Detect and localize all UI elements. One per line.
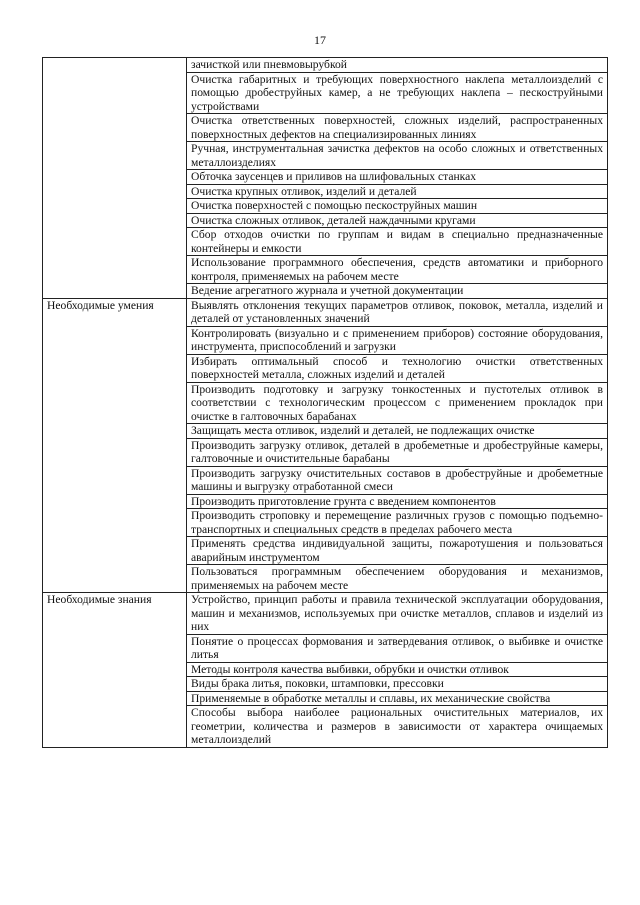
requirement-item: Очистка крупных отливок, изделий и деталей — [187, 184, 608, 199]
requirement-item: Способы выбора наиболее рациональных очистительных материалов, их геометрии, количества и размеров в зависимости от характера очищаемых металлоизделий — [187, 706, 608, 748]
requirement-item: Очистка габаритных и требующих поверхностного наклепа металлоизделий с помощью дробеструйных камер, а не требующих наклепа – пескоструйными устройствами — [187, 72, 608, 114]
page-number: 17 — [314, 33, 326, 47]
section-heading — [43, 58, 187, 299]
requirement-item: Применять средства индивидуальной защиты, пожаротушения и пользоваться аварийным инструментом — [187, 537, 608, 565]
requirements-table — [42, 57, 608, 748]
requirement-item: Производить загрузку отливок, деталей в дробеметные и дробеструйные камеры, галтовочные и очистительные барабаны — [187, 438, 608, 466]
requirement-item: Очистка сложных отливок, деталей наждачными кругами — [187, 213, 608, 228]
table-row — [43, 298, 608, 326]
section-heading: Необходимые знания — [43, 593, 187, 748]
requirement-item: Очистка ответственных поверхностей, сложных изделий, распространенных поверхностных дефектов на специализированных линиях — [187, 114, 608, 142]
requirement-item: Производить подготовку и загрузку тонкостенных и пустотелых отливок в соответствии с технологическим процессом с применением прокладок при очистке в галтовочных барабанах — [187, 382, 608, 424]
requirement-item: Производить строповку и перемещение различных грузов с помощью подъемно-транспортных и специальных средств в пределах рабочего места — [187, 509, 608, 537]
requirement-item: Применяемые в обработке металлы и сплавы, их механические свойства — [187, 691, 608, 706]
requirement-item: Контролировать (визуально и с применением приборов) состояние оборудования, инструмента, приспособлений и загрузки — [187, 326, 608, 354]
requirement-item: Производить загрузку очистительных составов в дробеструйные и дробеметные машины и выгрузку отработанной смеси — [187, 466, 608, 494]
requirement-item: Очистка поверхностей с помощью пескоструйных машин — [187, 199, 608, 214]
requirement-item: Использование программного обеспечения, средств автоматики и приборного контроля, применяемых на рабочем месте — [187, 256, 608, 284]
section-heading: Необходимые умения — [43, 298, 187, 593]
table-row — [43, 593, 608, 635]
requirement-item: Пользоваться программным обеспечением оборудования и механизмов, применяемых на рабочем месте — [187, 565, 608, 593]
requirement-item: Обточка заусенцев и приливов на шлифовальных станках — [187, 170, 608, 185]
requirement-item: Понятие о процессах формования и затвердевания отливок, о выбивке и очистке литья — [187, 634, 608, 662]
requirement-item: Избирать оптимальный способ и технологию очистки ответственных поверхностей металла, сложных изделий и деталей — [187, 354, 608, 382]
requirement-item: Ведение агрегатного журнала и учетной документации — [187, 284, 608, 299]
requirement-item: зачисткой или пневмовырубкой — [187, 58, 608, 73]
requirement-item: Выявлять отклонения текущих параметров отливок, поковок, металла, изделий и деталей от установленных значений — [187, 298, 608, 326]
requirements-table-body — [43, 58, 608, 748]
requirement-item: Сбор отходов очистки по группам и видам в специально предназначенные контейнеры и емкости — [187, 228, 608, 256]
requirement-item: Защищать места отливок, изделий и деталей, не подлежащих очистке — [187, 424, 608, 439]
requirement-item: Виды брака литья, поковки, штамповки, прессовки — [187, 677, 608, 692]
requirement-item: Устройство, принцип работы и правила технической эксплуатации оборудования, машин и механизмов, используемых при очистке металлов, сплавов и изделий из них — [187, 593, 608, 635]
requirement-item: Производить приготовление грунта с введением компонентов — [187, 494, 608, 509]
requirement-item: Ручная, инструментальная зачистка дефектов на особо сложных и ответственных металлоизделиях — [187, 142, 608, 170]
table-row — [43, 58, 608, 73]
requirement-item: Методы контроля качества выбивки, обрубки и очистки отливок — [187, 662, 608, 677]
